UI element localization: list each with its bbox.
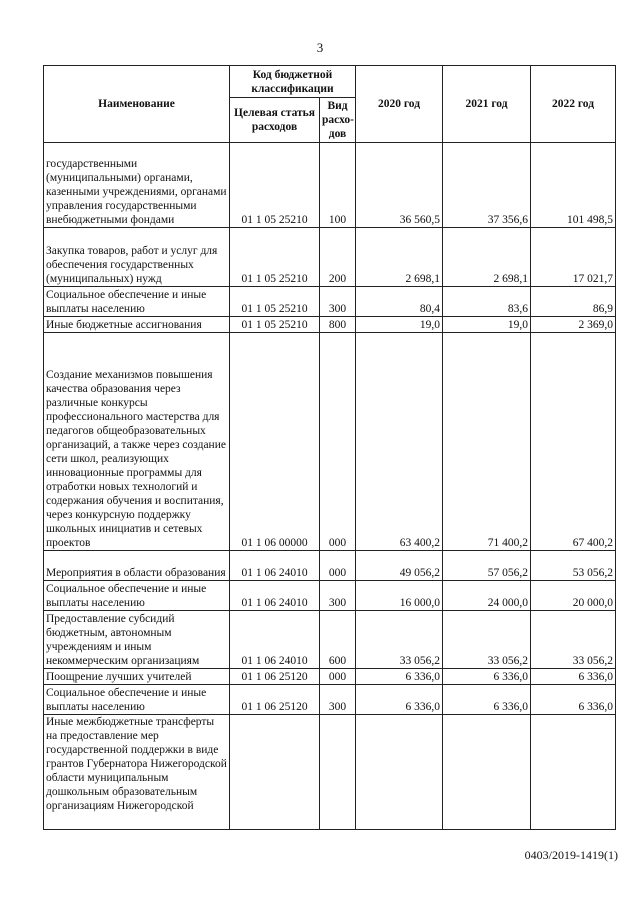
budget-table — [43, 65, 616, 830]
row-code: 01 1 05 25210 — [230, 287, 320, 317]
row-name: Социальное обеспечение и иные выплаты населению — [44, 685, 230, 715]
row-2021 — [443, 715, 531, 830]
row-2020: 33 056,2 — [356, 611, 443, 669]
row-code: 01 1 05 25210 — [230, 317, 320, 333]
row-2022: 33 056,2 — [531, 611, 616, 669]
row-2020: 80,4 — [356, 287, 443, 317]
row-name: государственными (муниципальными) органами, казенными учреждениями, органами управления государственными внебюджетными фондами — [44, 143, 230, 228]
row-code: 01 1 06 00000 — [230, 333, 320, 551]
table-row — [44, 669, 616, 685]
header-year-2020: 2020 год — [356, 66, 443, 143]
table-row — [44, 685, 616, 715]
row-kind: 000 — [320, 333, 356, 551]
table-row — [44, 551, 616, 581]
row-code: 01 1 06 24010 — [230, 581, 320, 611]
table-row — [44, 715, 616, 830]
row-2022: 67 400,2 — [531, 333, 616, 551]
table-row — [44, 287, 616, 317]
row-2020: 6 336,0 — [356, 669, 443, 685]
row-2021: 2 698,1 — [443, 228, 531, 287]
header-target-article: Целевая статья расходов — [230, 98, 320, 143]
header-expense-kind: Вид расхо-дов — [320, 98, 356, 143]
row-2020: 16 000,0 — [356, 581, 443, 611]
row-name: Социальное обеспечение и иные выплаты населению — [44, 287, 230, 317]
row-2021: 6 336,0 — [443, 669, 531, 685]
row-code: 01 1 05 25210 — [230, 143, 320, 228]
row-2020: 49 056,2 — [356, 551, 443, 581]
row-2020: 6 336,0 — [356, 685, 443, 715]
row-2022: 2 369,0 — [531, 317, 616, 333]
page-number: 3 — [316, 40, 324, 55]
row-2021: 57 056,2 — [443, 551, 531, 581]
row-code: 01 1 06 25120 — [230, 669, 320, 685]
row-name: Иные бюджетные ассигнования — [44, 317, 230, 333]
table-row — [44, 228, 616, 287]
row-2022: 101 498,5 — [531, 143, 616, 228]
row-code — [230, 715, 320, 830]
row-2022: 6 336,0 — [531, 685, 616, 715]
document-code: 0403/2019-1419(1) — [524, 848, 618, 862]
row-kind — [320, 715, 356, 830]
row-name: Иные межбюджетные трансферты на предоставление мер государственной поддержки в виде грантов Губернатора Нижегородской области муниципальным дошкольным образовательным организациям Нижегородской — [44, 715, 230, 830]
row-2020: 63 400,2 — [356, 333, 443, 551]
row-kind: 300 — [320, 287, 356, 317]
row-kind: 100 — [320, 143, 356, 228]
header-year-2021: 2021 год — [443, 66, 531, 143]
row-2022: 17 021,7 — [531, 228, 616, 287]
row-name: Закупка товаров, работ и услуг для обеспечения государственных (муниципальных) нужд — [44, 228, 230, 287]
row-code: 01 1 05 25210 — [230, 228, 320, 287]
table-row — [44, 317, 616, 333]
row-2021: 24 000,0 — [443, 581, 531, 611]
row-2021: 6 336,0 — [443, 685, 531, 715]
header-name: Наименование — [44, 66, 230, 143]
row-2021: 37 356,6 — [443, 143, 531, 228]
row-kind: 800 — [320, 317, 356, 333]
row-name: Мероприятия в области образования — [44, 551, 230, 581]
table-row — [44, 143, 616, 228]
row-2022: 53 056,2 — [531, 551, 616, 581]
row-code: 01 1 06 24010 — [230, 611, 320, 669]
row-kind: 200 — [320, 228, 356, 287]
row-2020: 2 698,1 — [356, 228, 443, 287]
row-name: Социальное обеспечение и иные выплаты населению — [44, 581, 230, 611]
row-2020: 36 560,5 — [356, 143, 443, 228]
row-2021: 71 400,2 — [443, 333, 531, 551]
row-2020: 19,0 — [356, 317, 443, 333]
row-kind: 000 — [320, 669, 356, 685]
row-kind: 000 — [320, 551, 356, 581]
table-row — [44, 611, 616, 669]
header-budget-code: Код бюджетной классификации — [230, 66, 356, 98]
header-year-2022: 2022 год — [531, 66, 616, 143]
row-kind: 300 — [320, 685, 356, 715]
row-2022: 20 000,0 — [531, 581, 616, 611]
row-2020 — [356, 715, 443, 830]
row-2022: 6 336,0 — [531, 669, 616, 685]
row-2022 — [531, 715, 616, 830]
row-2021: 33 056,2 — [443, 611, 531, 669]
row-2021: 19,0 — [443, 317, 531, 333]
row-code: 01 1 06 24010 — [230, 551, 320, 581]
row-2021: 83,6 — [443, 287, 531, 317]
table-row — [44, 333, 616, 551]
row-kind: 300 — [320, 581, 356, 611]
row-name: Поощрение лучших учителей — [44, 669, 230, 685]
row-name: Создание механизмов повышения качества образования через различные конкурсы профессионального мастерства для педагогов общеобразовательных организаций, а также через создание сети школ, реализующих инновационные программы для отработки новых технологий и содержания обучения и воспитания, через конкурсную поддержку школьных инициатив и сетевых проектов — [44, 333, 230, 551]
table-row — [44, 581, 616, 611]
row-kind: 600 — [320, 611, 356, 669]
row-2022: 86,9 — [531, 287, 616, 317]
row-code: 01 1 06 25120 — [230, 685, 320, 715]
row-name: Предоставление субсидий бюджетным, автономным учреждениям и иным некоммерческим организациям — [44, 611, 230, 669]
